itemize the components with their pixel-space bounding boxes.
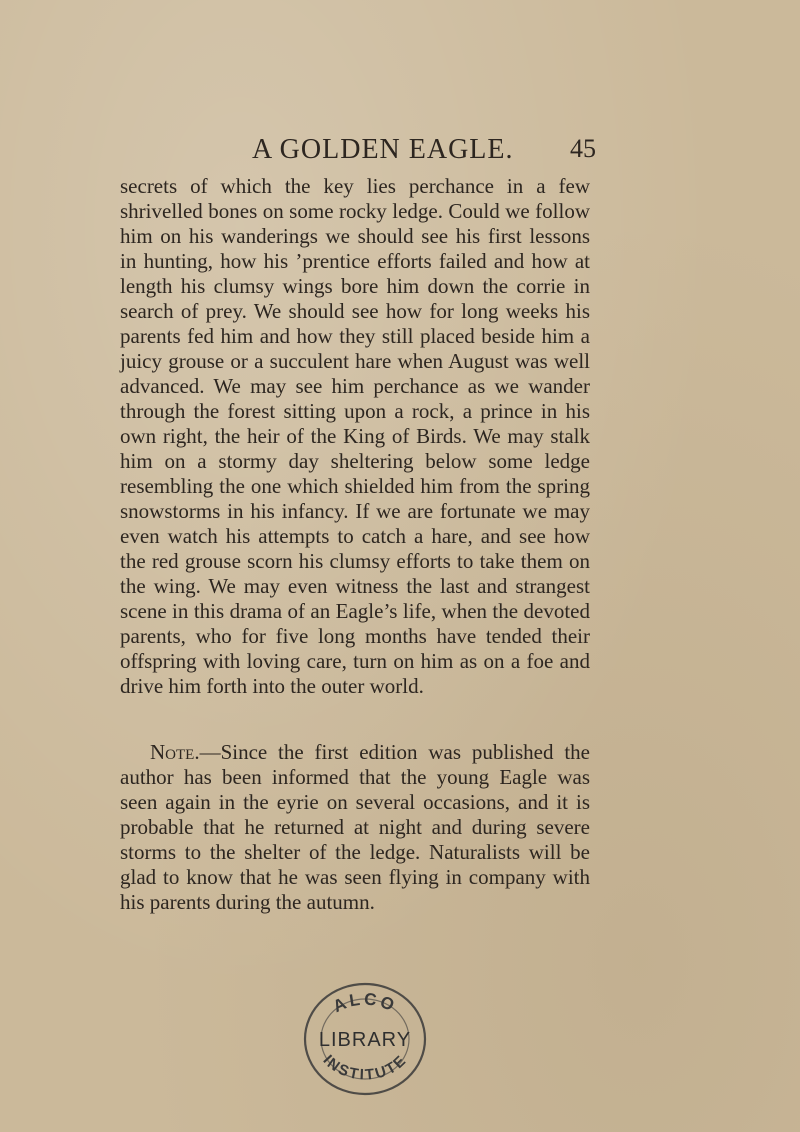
stamp-bottom-text: INSTITUTE bbox=[319, 1051, 411, 1084]
running-head bbox=[126, 134, 602, 174]
footnote bbox=[120, 740, 590, 915]
footnote-text: —Since the first edition was published the author has been informed that the young Eagle was seen again in the eyrie on several occasions, and it is probable that he returned at night and during severe storms to the shelter of the ledge. Naturalists will be glad to know that he was seen flying in company with his parents during the autumn. bbox=[120, 740, 590, 914]
page-number: 45 bbox=[570, 134, 596, 163]
stamp-center-text: LIBRARY bbox=[318, 1029, 412, 1051]
library-stamp bbox=[290, 975, 440, 1100]
body-paragraph: secrets of which the key lies perchance in a few shrivelled bones on some rocky ledge. Could we follow him on his wanderings we should see his first lessons in hunting, how his ’prentice efforts failed and how at length his clumsy wings bore him down the corrie in search of prey. We should see how for long weeks his parents fed him and how they still placed beside him a juicy grouse or a succulent hare when August was well advanced. We may see him perchance as we wander through the forest sitting upon a rock, a prince in his own right, the heir of the King of Birds. We may stalk him on a stormy day sheltering below some ledge resembling the one which shielded him from the spring snowstorms in his infancy. If we are fortunate we may even watch his attempts to catch a hare, and see how the red grouse scorn his clumsy efforts to take them on the wing. We may even witness the last and strangest scene in this drama of an Eagle’s life, when the devoted parents, who for five long months have tended their offspring with loving care, turn on him as on a foe and drive him forth into the outer world. bbox=[120, 174, 590, 698]
running-title: A GOLDEN EAGLE. bbox=[252, 134, 514, 165]
stamp-top-text: ALCO bbox=[330, 989, 400, 1017]
footnote-label: Note. bbox=[150, 740, 200, 764]
